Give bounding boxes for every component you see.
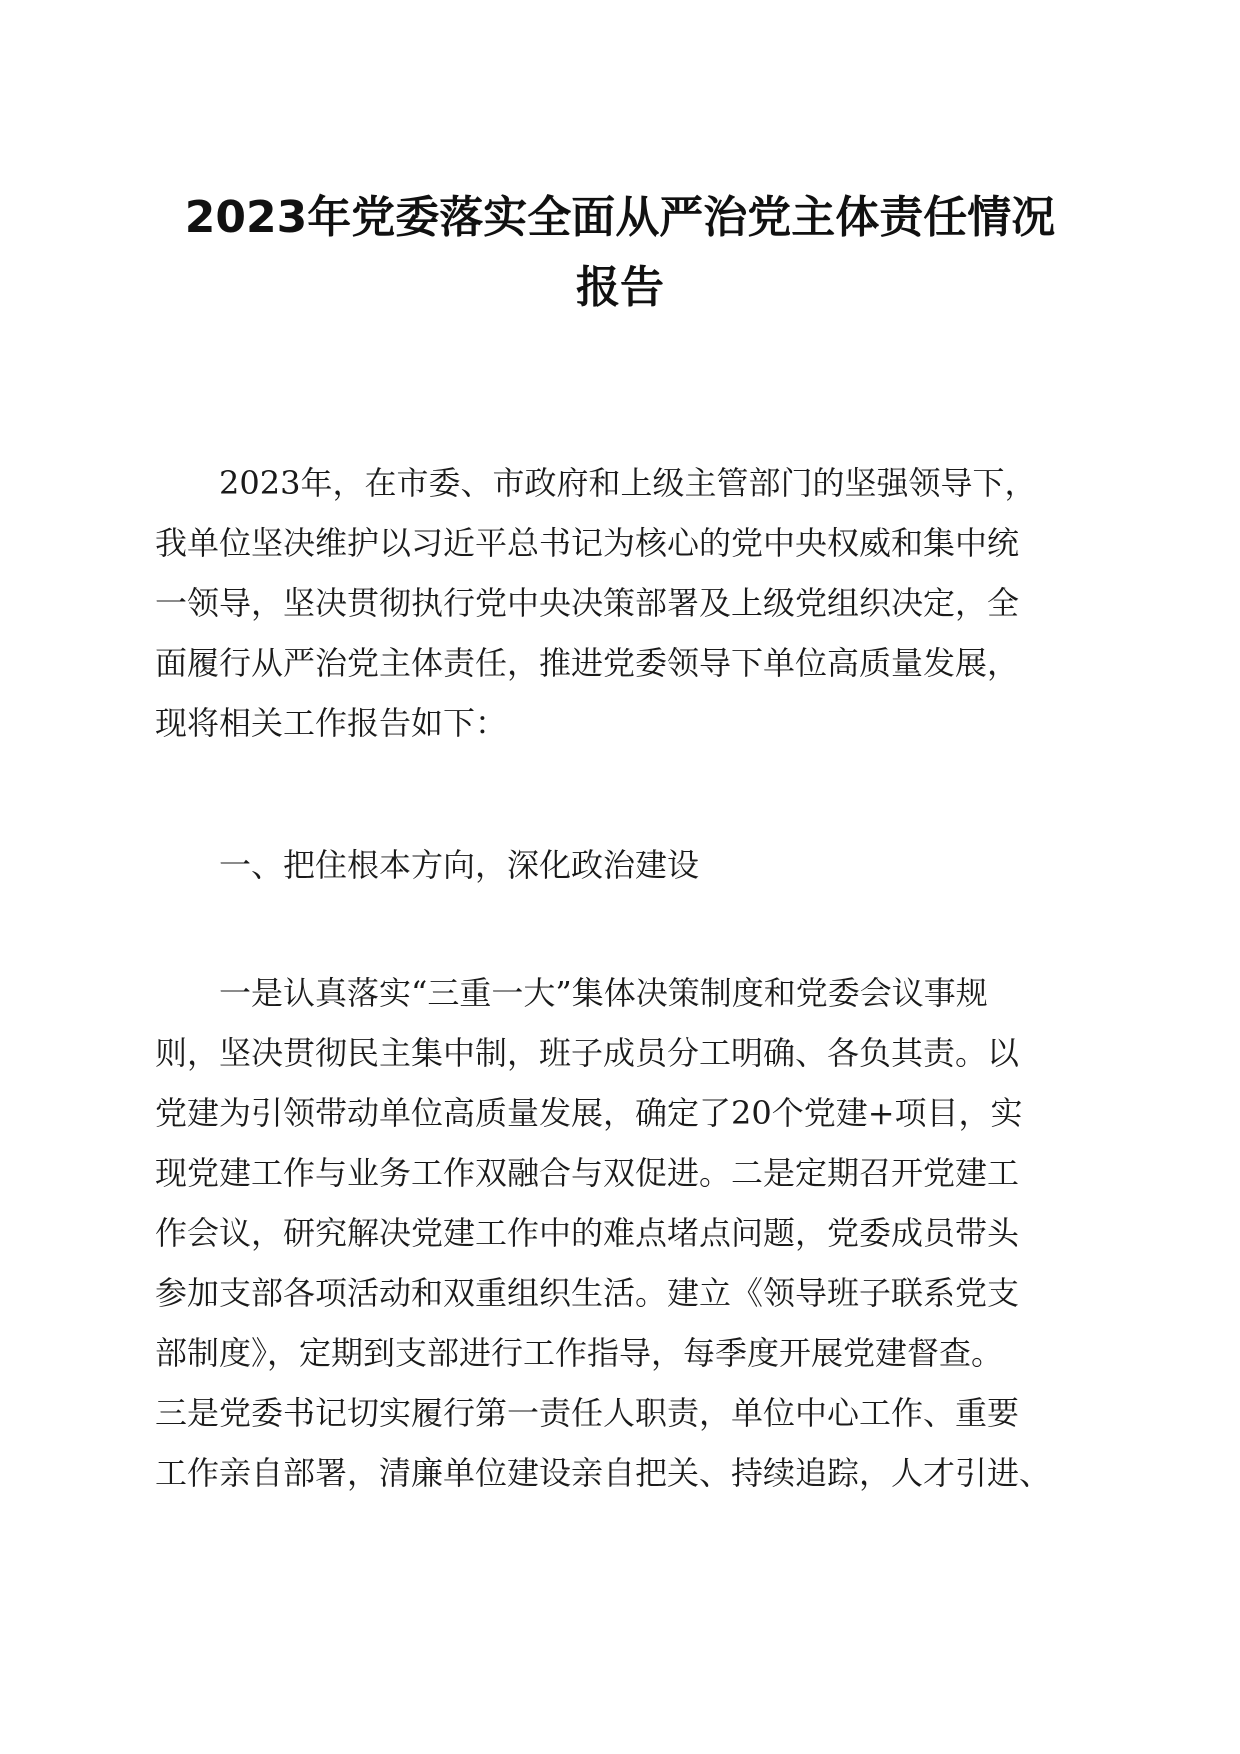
paragraph-line: 作会议，研究解决党建工作中的难点堵点问题，党委成员带头 bbox=[155, 1214, 1020, 1252]
paragraph-line: 现党建工作与业务工作双融合与双促进。二是定期召开党建工 bbox=[155, 1154, 1020, 1192]
paragraph-line: 三是党委书记切实履行第一责任人职责，单位中心工作、重要 bbox=[155, 1394, 1020, 1432]
paragraph-line: 则，坚决贯彻民主集中制，班子成员分工明确、各负其责。以 bbox=[155, 1034, 1020, 1072]
paragraph-line: 现将相关工作报告如下： bbox=[155, 704, 508, 742]
paragraph-line: 工作亲自部署，清廉单位建设亲自把关、持续追踪，人才引进、 bbox=[155, 1454, 1052, 1492]
section-heading-text: 一、把住根本方向，深化政治建设 bbox=[219, 846, 700, 884]
paragraph-line: 一是认真落实“三重一大”集体决策制度和党委会议事规 bbox=[219, 974, 988, 1012]
paragraph-line: 我单位坚决维护以习近平总书记为核心的党中央权威和集中统 bbox=[155, 524, 1020, 562]
paragraph-line: 一领导，坚决贯彻执行党中央决策部署及上级党组织决定，全 bbox=[155, 584, 1020, 622]
paragraph-line: 参加支部各项活动和双重组织生活。建立《领导班子联系党支 bbox=[155, 1274, 1020, 1312]
section-heading bbox=[155, 835, 1095, 895]
paragraph-line: 2023年，在市委、市政府和上级主管部门的坚强领导下， bbox=[219, 464, 1037, 502]
section-paragraph bbox=[155, 963, 1095, 1503]
document-title-line-1: 2023年党委落实全面从严治党主体责任情况 bbox=[184, 192, 1056, 243]
intro-paragraph bbox=[155, 453, 1095, 753]
document-title-line-2: 报告 bbox=[576, 262, 664, 313]
paragraph-line: 党建为引领带动单位高质量发展，确定了20个党建+项目，实 bbox=[155, 1094, 1023, 1132]
paragraph-line: 面履行从严治党主体责任，推进党委领导下单位高质量发展， bbox=[155, 644, 1020, 682]
paragraph-line: 部制度》，定期到支部进行工作指导，每季度开展党建督查。 bbox=[155, 1334, 1004, 1372]
